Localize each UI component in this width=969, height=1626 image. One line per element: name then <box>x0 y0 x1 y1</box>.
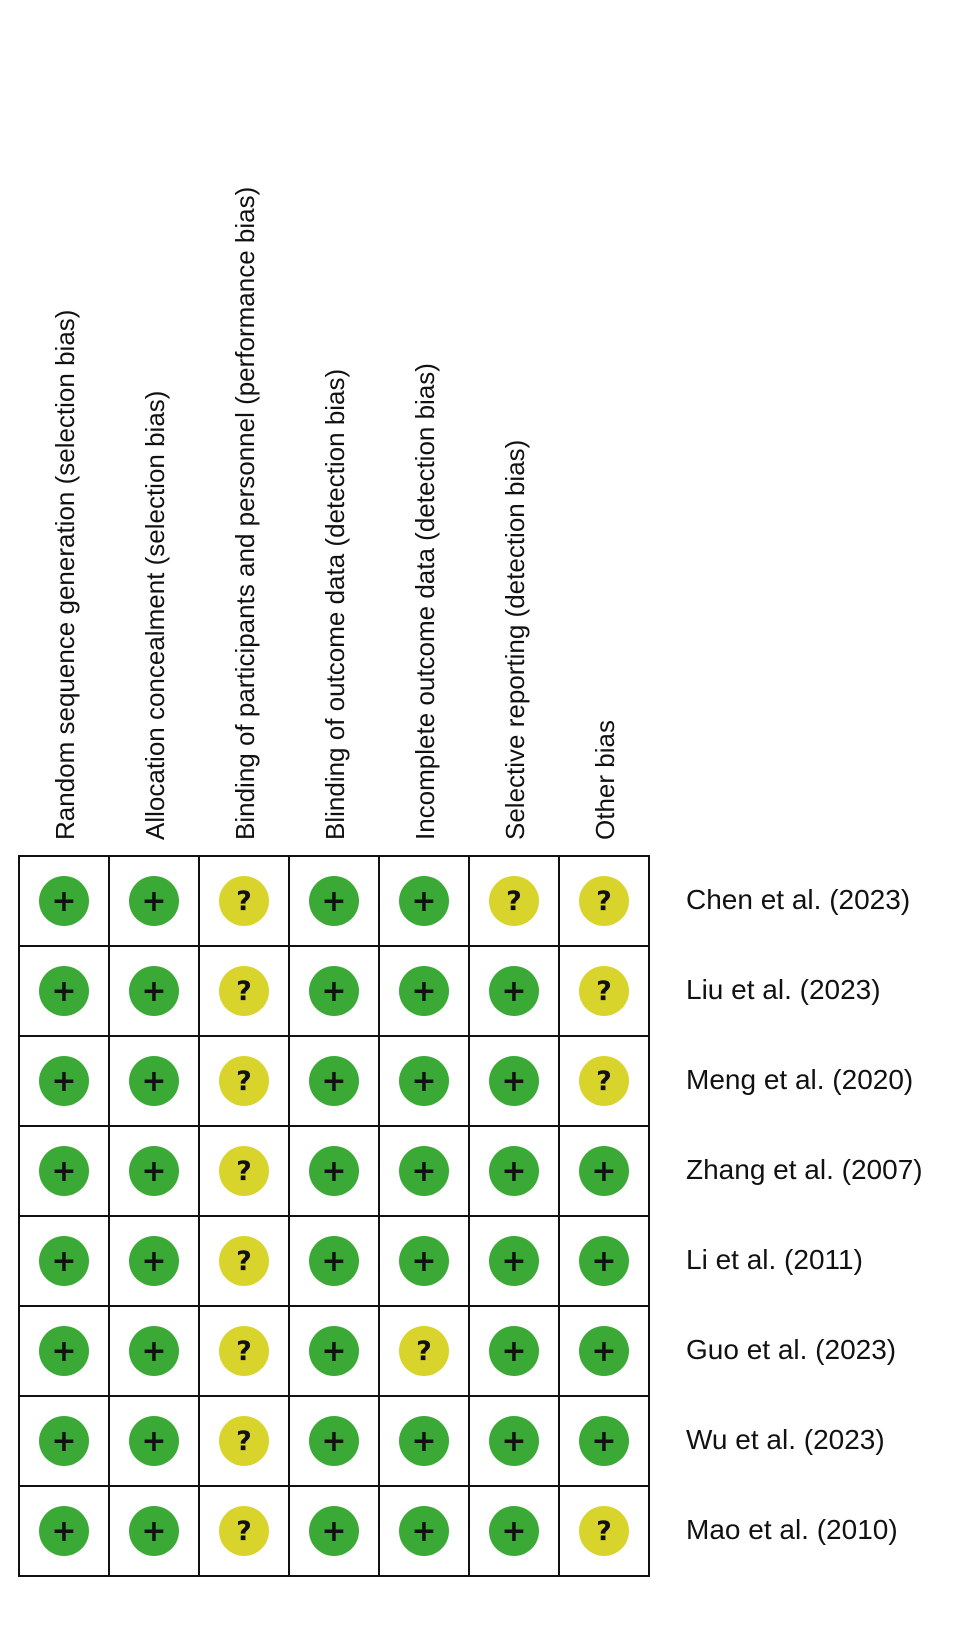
judgement-cell <box>380 1127 470 1217</box>
low-risk-mark: + <box>39 876 89 926</box>
judgement-cell <box>470 857 560 947</box>
study-label: Li et al. (2011) <box>686 1244 863 1275</box>
low-risk-mark: + <box>579 1146 629 1196</box>
low-risk-mark: + <box>129 876 179 926</box>
judgement-cell <box>290 1127 380 1217</box>
unclear-risk-mark: ? <box>219 1326 269 1376</box>
judgement-cell <box>290 1487 380 1577</box>
judgement-cell <box>110 857 200 947</box>
study-label: Chen et al. (2023) <box>686 884 911 915</box>
low-risk-mark: + <box>129 1416 179 1466</box>
low-risk-mark: + <box>309 1506 359 1556</box>
judgement-cell <box>560 1307 650 1397</box>
study-label: Wu et al. (2023) <box>686 1424 885 1455</box>
judgement-cell <box>380 1487 470 1577</box>
domain-header: Blinding of outcome data (detection bias) <box>320 368 350 840</box>
low-risk-mark: + <box>39 1416 89 1466</box>
judgement-cell <box>560 1037 650 1127</box>
judgement-cell <box>290 1037 380 1127</box>
judgement-cell <box>290 947 380 1037</box>
judgement-cell <box>20 1397 110 1487</box>
judgement-grid <box>18 855 650 1577</box>
low-risk-mark: + <box>39 1056 89 1106</box>
low-risk-mark: + <box>309 876 359 926</box>
judgement-cell <box>110 1307 200 1397</box>
low-risk-mark: + <box>579 1416 629 1466</box>
low-risk-mark: + <box>399 1506 449 1556</box>
table-row <box>20 947 650 1037</box>
unclear-risk-mark: ? <box>219 1236 269 1286</box>
judgement-cell <box>200 857 290 947</box>
low-risk-mark: + <box>129 1146 179 1196</box>
judgement-cell <box>110 1487 200 1577</box>
low-risk-mark: + <box>399 1416 449 1466</box>
judgement-cell <box>110 1037 200 1127</box>
judgement-cell <box>200 1127 290 1217</box>
table-row <box>20 1487 650 1577</box>
unclear-risk-mark: ? <box>219 876 269 926</box>
table-row <box>20 1307 650 1397</box>
judgement-cell <box>470 947 560 1037</box>
low-risk-mark: + <box>39 966 89 1016</box>
judgement-cell <box>380 1397 470 1487</box>
judgement-cell <box>560 947 650 1037</box>
judgement-cell <box>20 947 110 1037</box>
judgement-cell <box>380 1217 470 1307</box>
judgement-cell <box>470 1037 560 1127</box>
judgement-cell <box>290 1217 380 1307</box>
judgement-cell <box>470 1127 560 1217</box>
judgement-cell <box>560 1397 650 1487</box>
judgement-cell <box>200 947 290 1037</box>
judgement-cell <box>110 1127 200 1217</box>
judgement-cell <box>560 1487 650 1577</box>
unclear-risk-mark: ? <box>579 966 629 1016</box>
low-risk-mark: + <box>309 1056 359 1106</box>
study-label: Meng et al. (2020) <box>686 1064 914 1095</box>
judgement-cell <box>560 1127 650 1217</box>
judgement-cell <box>20 1217 110 1307</box>
low-risk-mark: + <box>489 1146 539 1196</box>
study-label: Liu et al. (2023) <box>686 974 881 1005</box>
judgement-cell <box>20 857 110 947</box>
judgement-cell <box>290 1307 380 1397</box>
domain-header: Selective reporting (detection bias) <box>500 439 530 840</box>
table-row <box>20 857 650 947</box>
low-risk-mark: + <box>129 1236 179 1286</box>
judgement-cell <box>560 1217 650 1307</box>
judgement-cell <box>290 857 380 947</box>
unclear-risk-mark: ? <box>399 1326 449 1376</box>
low-risk-mark: + <box>489 1506 539 1556</box>
low-risk-mark: + <box>129 1506 179 1556</box>
low-risk-mark: + <box>309 1326 359 1376</box>
low-risk-mark: + <box>399 876 449 926</box>
table-row <box>20 1397 650 1487</box>
low-risk-mark: + <box>399 1056 449 1106</box>
judgement-cell <box>20 1307 110 1397</box>
unclear-risk-mark: ? <box>579 1056 629 1106</box>
judgement-cell <box>200 1307 290 1397</box>
judgement-cell <box>380 1307 470 1397</box>
unclear-risk-mark: ? <box>219 966 269 1016</box>
study-label: Mao et al. (2010) <box>686 1514 898 1545</box>
judgement-cell <box>110 1397 200 1487</box>
study-labels <box>686 855 923 1575</box>
judgement-cell <box>200 1397 290 1487</box>
judgement-cell <box>110 947 200 1037</box>
judgement-cell <box>470 1307 560 1397</box>
judgement-cell <box>200 1487 290 1577</box>
low-risk-mark: + <box>39 1506 89 1556</box>
unclear-risk-mark: ? <box>579 1506 629 1556</box>
judgement-cell <box>380 857 470 947</box>
low-risk-mark: + <box>39 1236 89 1286</box>
low-risk-mark: + <box>39 1326 89 1376</box>
judgement-cell <box>380 947 470 1037</box>
judgement-cell <box>200 1037 290 1127</box>
domain-header: Random sequence generation (selection bias) <box>50 309 80 840</box>
study-label: Zhang et al. (2007) <box>686 1154 923 1185</box>
unclear-risk-mark: ? <box>219 1416 269 1466</box>
judgement-cell <box>470 1487 560 1577</box>
unclear-risk-mark: ? <box>489 876 539 926</box>
low-risk-mark: + <box>399 1236 449 1286</box>
low-risk-mark: + <box>579 1236 629 1286</box>
judgement-cell <box>470 1217 560 1307</box>
low-risk-mark: + <box>309 1236 359 1286</box>
table-row <box>20 1037 650 1127</box>
low-risk-mark: + <box>489 1416 539 1466</box>
domain-header: Allocation concealment (selection bias) <box>140 390 170 840</box>
judgement-cell <box>470 1397 560 1487</box>
domain-header: Binding of participants and personnel (performance bias) <box>230 186 260 840</box>
judgement-cell <box>20 1127 110 1217</box>
low-risk-mark: + <box>309 1146 359 1196</box>
low-risk-mark: + <box>309 1416 359 1466</box>
low-risk-mark: + <box>579 1326 629 1376</box>
domain-header: Incomplete outcome data (detection bias) <box>410 363 440 840</box>
low-risk-mark: + <box>129 1056 179 1106</box>
low-risk-mark: + <box>399 1146 449 1196</box>
low-risk-mark: + <box>309 966 359 1016</box>
unclear-risk-mark: ? <box>219 1146 269 1196</box>
judgement-cell <box>20 1487 110 1577</box>
low-risk-mark: + <box>489 966 539 1016</box>
low-risk-mark: + <box>489 1236 539 1286</box>
judgement-cell <box>560 857 650 947</box>
low-risk-mark: + <box>489 1056 539 1106</box>
judgement-cell <box>290 1397 380 1487</box>
unclear-risk-mark: ? <box>219 1056 269 1106</box>
unclear-risk-mark: ? <box>579 876 629 926</box>
low-risk-mark: + <box>129 1326 179 1376</box>
judgement-cell <box>200 1217 290 1307</box>
study-label: Guo et al. (2023) <box>686 1334 897 1365</box>
low-risk-mark: + <box>399 966 449 1016</box>
domain-header: Other bias <box>590 720 620 840</box>
table-row <box>20 1217 650 1307</box>
judgement-cell <box>110 1217 200 1307</box>
unclear-risk-mark: ? <box>219 1506 269 1556</box>
low-risk-mark: + <box>129 966 179 1016</box>
judgement-cell <box>380 1037 470 1127</box>
low-risk-mark: + <box>489 1326 539 1376</box>
judgement-cell <box>20 1037 110 1127</box>
low-risk-mark: + <box>39 1146 89 1196</box>
table-row <box>20 1127 650 1217</box>
